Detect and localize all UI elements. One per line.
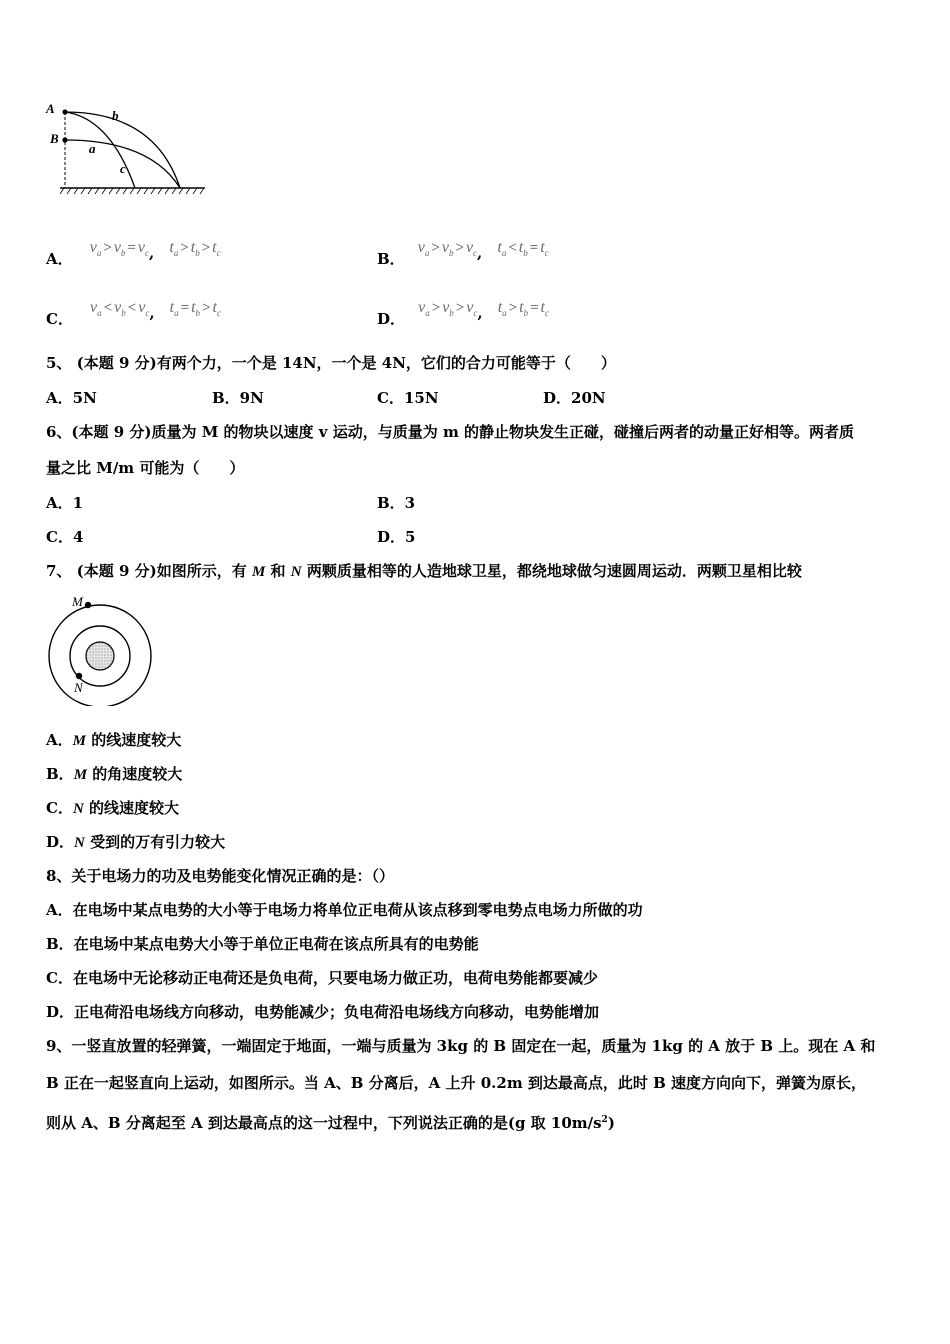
label-M: M [72,594,83,609]
earth [86,642,114,670]
q5-stem: 5、 (本题 9 分)有两个力，一个是 14N，一个是 4N，它们的合力可能等于（ ） [46,354,616,372]
projectile-figure [40,96,215,208]
label-B: B [50,131,59,146]
option-label: B． [377,250,405,268]
q5-option-d: D．20N [543,389,606,407]
q4-option-b [377,236,549,268]
q9-line1: 9、一竖直放置的轻弹簧，一端固定于地面，一端与质量为 3kg 的 B 固定在一起，质量为 1kg 的 A 放于 B 上。现在 A 和 [46,1037,876,1055]
q6-option-a: A．1 [46,494,84,512]
q4-d-t-expr: $t_a > t_b = t_c$ [497,299,549,319]
q7-stem: 7、 (本题 9 分)如图所示，有 M 和 N 两颗质量相等的人造地球卫星，都绕地球做匀速圆周运动．两颗卫星相比较 [46,562,802,580]
separator: , [477,304,483,322]
q7-option-c: C．N 的线速度较大 [46,799,180,817]
label-c: c [120,161,126,176]
q8-option-a: A．在电场中某点电势的大小等于电场力将单位正电荷从该点移到零电势点电场力所做的功 [46,901,643,919]
q6-option-c: C．4 [46,528,84,546]
q4-c-t-expr: $t_a = t_b > t_c$ [169,299,221,319]
separator: , [477,244,483,262]
q7-option-d: D．N 受到的万有引力较大 [46,833,226,851]
q6-option-b: B．3 [377,494,416,512]
q8-option-b: B．在电场中某点电势大小等于单位正电荷在该点所具有的电势能 [46,935,479,953]
q5-option-a: A．5N [46,389,97,407]
q4-b-t-expr: $t_a < t_b = t_c$ [497,239,549,259]
q7-option-a: A．M 的线速度较大 [46,731,182,749]
separator: , [149,304,155,322]
q6-option-d: D．5 [377,528,416,546]
q8-option-c: C．在电场中无论移动正电荷还是负电荷，只要电场力做正功，电荷电势能都要减少 [46,969,598,987]
orbit-figure [44,594,156,706]
label-A: A [46,101,55,116]
option-label: C． [46,310,73,328]
q9-line3: 则从 A、B 分离起至 A 到达最高点的这一过程中，下列说法正确的是(g 取 $10m/s^2$) [46,1114,615,1132]
q4-option-c [46,296,221,328]
label-a: a [89,141,96,156]
q6-stem-line2: 量之比 M/m 可能为（ ） [46,459,245,477]
q4-b-v-expr: $v_a > v_b > v_c$ [417,239,478,259]
label-b: b [112,108,119,123]
q4-c-v-expr: $v_a < v_b < v_c$ [90,299,150,319]
q4-a-v-expr: $v_a > v_b = v_c$ [89,239,149,259]
q8-stem: 8、关于电场力的功及电势能变化情况正确的是：（） [46,867,394,885]
ground-hatching [60,188,204,194]
q4-d-v-expr: $v_a > v_b > v_c$ [418,299,478,319]
q9-line2: B 正在一起竖直向上运动，如图所示。当 A、B 分离后，A 上升 0.2m 到达最高点，此时 B 速度方向向下，弹簧为原长， [46,1074,867,1092]
q6-stem-line1: 6、(本题 9 分)质量为 M 的物块以速度 v 运动，与质量为 m 的静止物块发生正碰，碰撞后两者的动量正好相等。两者质 [46,423,855,441]
option-label: A． [46,250,73,268]
point-b-dot [62,137,67,142]
separator: , [149,244,155,262]
q8-option-d: D．正电荷沿电场线方向移动，电势能减少；负电荷沿电场线方向移动，电势能增加 [46,1003,600,1021]
label-N: N [74,680,83,695]
satellite-m [85,602,91,608]
point-a-dot [62,109,67,114]
q4-option-a [46,236,221,268]
q4-a-t-expr: $t_a > t_b > t_c$ [169,239,221,259]
q4-option-d [377,296,549,328]
trajectory-b [65,112,180,188]
q5-option-b: B．9N [212,389,264,407]
q7-option-b: B．M 的角速度较大 [46,765,183,783]
q5-option-c: C．15N [377,389,439,407]
satellite-n [76,673,82,679]
option-label: D． [377,310,406,328]
